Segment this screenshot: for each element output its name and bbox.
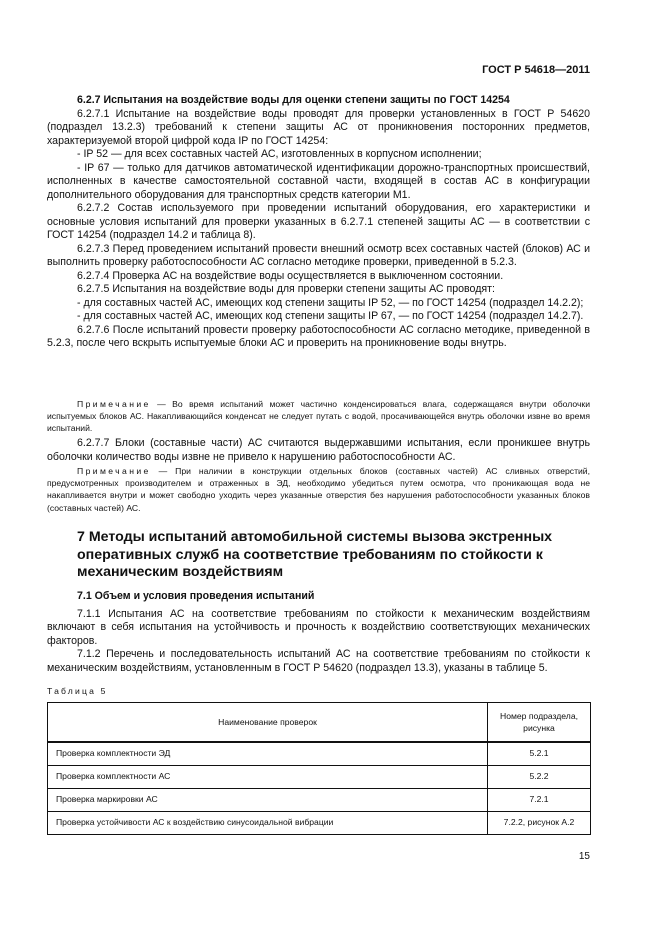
table-caption: Таблица 5 bbox=[47, 686, 108, 696]
cell: 7.2.2, рисунок А.2 bbox=[488, 812, 591, 835]
cell: Проверка комплектности ЭД bbox=[48, 742, 488, 766]
note-label: Примечание bbox=[77, 466, 151, 476]
column-header: Наименование проверок bbox=[48, 703, 488, 743]
list-item: - IP 52 — для всех составных частей АС, изготовленных в корпусном исполнении; bbox=[77, 148, 482, 160]
table-row bbox=[48, 789, 591, 812]
paragraph: 6.2.7.6 После испытаний провести проверку работоспособности АС согласно методике, приведенной в 5.2.3, после чего вскрыть испытуемые блоки АС и проверить на проникновение воды внутрь. bbox=[47, 323, 590, 349]
paragraph: 6.2.7.3 Перед проведением испытаний провести внешний осмотр всех составных частей (блоков) АС и выполнить проверку работоспособности АС согласно методике проверки, приведенной в 5.2.3. bbox=[47, 242, 590, 268]
cell: 7.2.1 bbox=[488, 789, 591, 812]
page-number: 15 bbox=[578, 851, 590, 862]
cell: Проверка маркировки АС bbox=[48, 789, 488, 812]
list-item: - для составных частей АС, имеющих код степени защиты IP 67, — по ГОСТ 14254 (подраздел 14.2.7). bbox=[77, 310, 584, 322]
table-row bbox=[48, 812, 591, 835]
paragraph: 7.1.2 Перечень и последовательность испытаний АС на соответствие требованиям по стойкости к механическим воздействиям, установленным в ГОСТ Р 54620 (подраздел 13.3), указаны в таблице 5. bbox=[47, 648, 590, 674]
section-6-2-7 bbox=[47, 94, 590, 351]
note-text: — Во время испытаний может частично конденсироваться влага, содержащаяся внутри оболочки испытуемых блоков АС. Накапливающийся конденсат не следует путать с водой, просачивающейся внутрь оболочки извне во время испытаний. bbox=[47, 399, 590, 434]
section-7-1 bbox=[47, 590, 590, 675]
cell: 5.2.1 bbox=[488, 742, 591, 766]
cell: Проверка устойчивости АС к воздействию синусоидальной вибрации bbox=[48, 812, 488, 835]
paragraph: 6.2.7.7 Блоки (составные части) АС считаются выдержавшими испытания, если проникшее внутрь оболочки количество воды извне не привело к нарушению работоспособности АС. bbox=[47, 437, 590, 463]
note-2 bbox=[47, 465, 590, 514]
section-heading: 6.2.7 Испытания на воздействие воды для оценки степени защиты по ГОСТ 14254 bbox=[77, 94, 510, 106]
table-row bbox=[48, 742, 591, 766]
note-1 bbox=[47, 398, 590, 435]
column-header: Номер подраздела, рисунка bbox=[488, 703, 591, 743]
paragraph-6-2-7-7 bbox=[47, 437, 590, 464]
document-header: ГОСТ Р 54618—2011 bbox=[482, 64, 590, 76]
table-row bbox=[48, 766, 591, 789]
list-item: - для составных частей АС, имеющих код степени защиты IP 52, — по ГОСТ 14254 (подраздел 14.2.2); bbox=[77, 296, 584, 309]
paragraph: 6.2.7.5 Испытания на воздействие воды для проверки степени защиты АС проводят: bbox=[77, 283, 495, 295]
list-item: - IP 67 — только для датчиков автоматической идентификации дорожно-транспортных происшествий, исполненных в качестве самостоятельной составной части, входящей в состав АС в конфигурации дополнительного оборудования для транспортных средств категории М1. bbox=[47, 161, 590, 201]
table-5 bbox=[47, 702, 591, 835]
section-7-heading: 7 Методы испытаний автомобильной системы вызова экстренных оперативных служб на соответствие требованиям по стойкости к механическим воздействиям bbox=[77, 529, 553, 580]
note-label: Примечание bbox=[77, 399, 151, 409]
paragraph: 6.2.7.4 Проверка АС на воздействие воды осуществляется в выключенном состоянии. bbox=[77, 269, 504, 282]
paragraph: 6.2.7.1 Испытание на воздействие воды проводят для проверки установленных в ГОСТ Р 54620 (подраздел 13.2.3) требований к степени защиты АС от проникновения посторонних предметов, характеризуемой второй цифрой кода IP по ГОСТ 14254: bbox=[47, 107, 590, 147]
subsection-heading: 7.1 Объем и условия проведения испытаний bbox=[77, 590, 315, 602]
note-text: — При наличии в конструкции отдельных блоков (составных частей) АС сливных отверстий, предусмотренных производителем и отраженных в ЭД, необходимо убедиться путем осмотра, что проникающая вода не накапливается внутри и может свободно уходить через указанные отверстия без нарушения работоспособности указанных блоков (составных частей) АС. bbox=[47, 466, 590, 513]
paragraph: 6.2.7.2 Состав используемого при проведении испытаний оборудования, его характеристики и основные условия испытаний для проверки указанных в 6.2.7.1 степеней защиты АС — в соответствии с ГОСТ 14254 (подраздел 14.2 и таблица 8). bbox=[47, 202, 590, 241]
cell: Проверка комплектности АС bbox=[48, 766, 488, 789]
cell: 5.2.2 bbox=[488, 766, 591, 789]
paragraph: 7.1.1 Испытания АС на соответствие требованиям по стойкости к механическим воздействиям включают в себя испытания на устойчивость и прочность к воздействию соответствующих механических факторов. bbox=[47, 607, 590, 647]
